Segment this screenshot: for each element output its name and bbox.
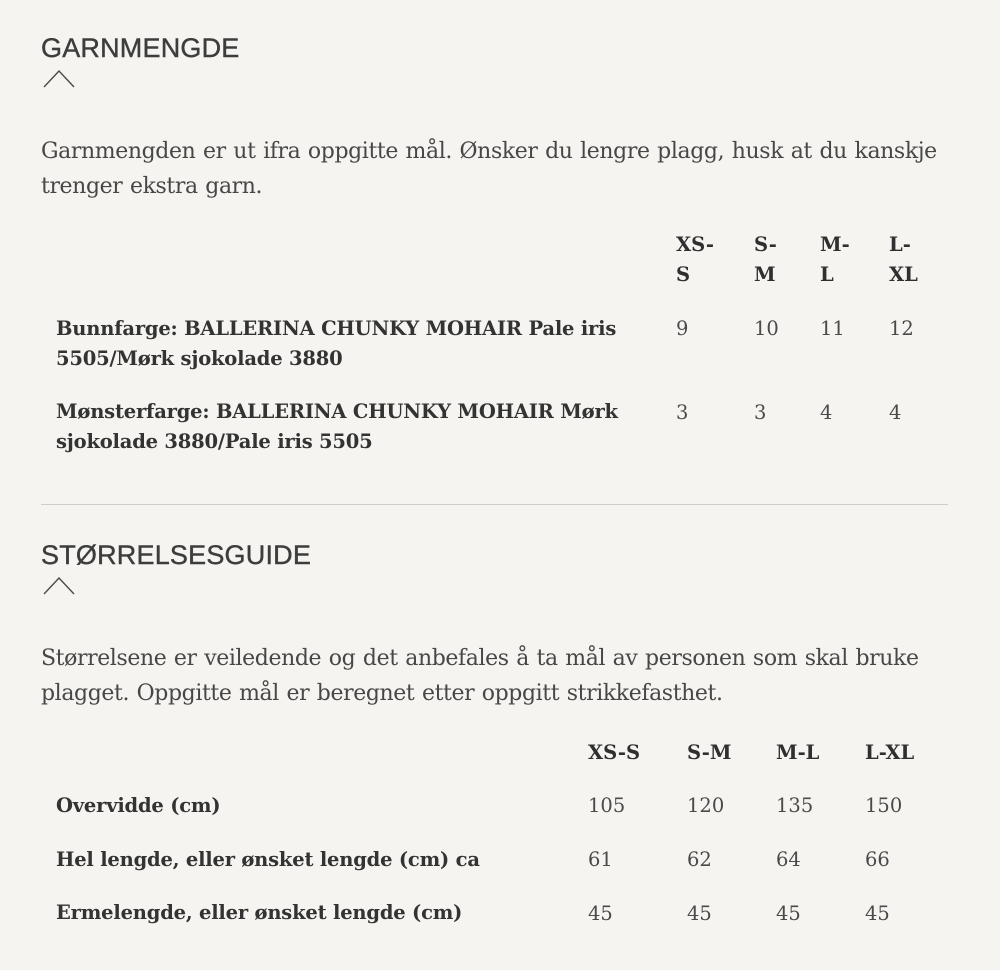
size-header: S-M — [687, 741, 732, 764]
yarn-row-value: 3 — [676, 401, 689, 424]
size-header: L-XL — [865, 741, 915, 764]
yarn-size-header: XS- S — [676, 233, 715, 286]
size-row-value: 66 — [865, 848, 890, 871]
yarn-intro-text: Garnmengden er ut ifra oppgitte mål. Ønsker du lengre plagg, husk at du kanskje trenger ekstra garn. — [41, 139, 937, 199]
yarn-row-value: 3 — [754, 401, 767, 424]
yarn-size-header: M- L — [820, 233, 850, 286]
size-row-value: 45 — [588, 902, 613, 925]
size-row-value: 105 — [588, 794, 626, 817]
yarn-row-value: 11 — [820, 317, 845, 340]
size-row-value: 61 — [588, 848, 613, 871]
collapse-chevron-up-icon[interactable] — [42, 575, 76, 595]
size-row-label: Hel lengde, eller ønsket lengde (cm) ca — [56, 848, 480, 871]
size-row-value: 120 — [687, 794, 725, 817]
size-guide-intro-text: Størrelsene er veiledende og det anbefales å ta mål av personen som skal bruke plagget. Oppgitte mål er beregnet etter oppgitt strikkefasthet. — [41, 646, 919, 706]
size-row-value: 62 — [687, 848, 712, 871]
yarn-row-value: 4 — [889, 401, 902, 424]
yarn-row-label: Bunnfarge: BALLERINA CHUNKY MOHAIR Pale iris 5505/Mørk sjokolade 3880 — [56, 317, 617, 370]
yarn-section-title[interactable]: GARNMENGDE — [41, 33, 240, 63]
size-row-label: Overvidde (cm) — [56, 794, 221, 817]
yarn-row-label: Mønsterfarge: BALLERINA CHUNKY MOHAIR Mørk sjokolade 3880/Pale iris 5505 — [56, 400, 618, 453]
size-row-value: 45 — [776, 902, 801, 925]
size-row-value: 45 — [687, 902, 712, 925]
size-row-value: 135 — [776, 794, 814, 817]
size-guide-section-title[interactable]: STØRRELSESGUIDE — [41, 540, 312, 570]
size-row-value: 45 — [865, 902, 890, 925]
yarn-row-value: 9 — [676, 317, 689, 340]
size-header: XS-S — [588, 741, 641, 764]
yarn-size-header: L- XL — [889, 233, 918, 286]
size-row-label: Ermelengde, eller ønsket lengde (cm) — [56, 901, 463, 924]
yarn-row-value: 12 — [889, 317, 914, 340]
section-divider — [41, 504, 948, 505]
collapse-chevron-up-icon[interactable] — [42, 68, 76, 88]
size-row-value: 150 — [865, 794, 903, 817]
size-row-value: 64 — [776, 848, 801, 871]
size-header: M-L — [776, 741, 820, 764]
yarn-row-value: 10 — [754, 317, 779, 340]
yarn-size-header: S- M — [754, 233, 777, 286]
yarn-row-value: 4 — [820, 401, 833, 424]
